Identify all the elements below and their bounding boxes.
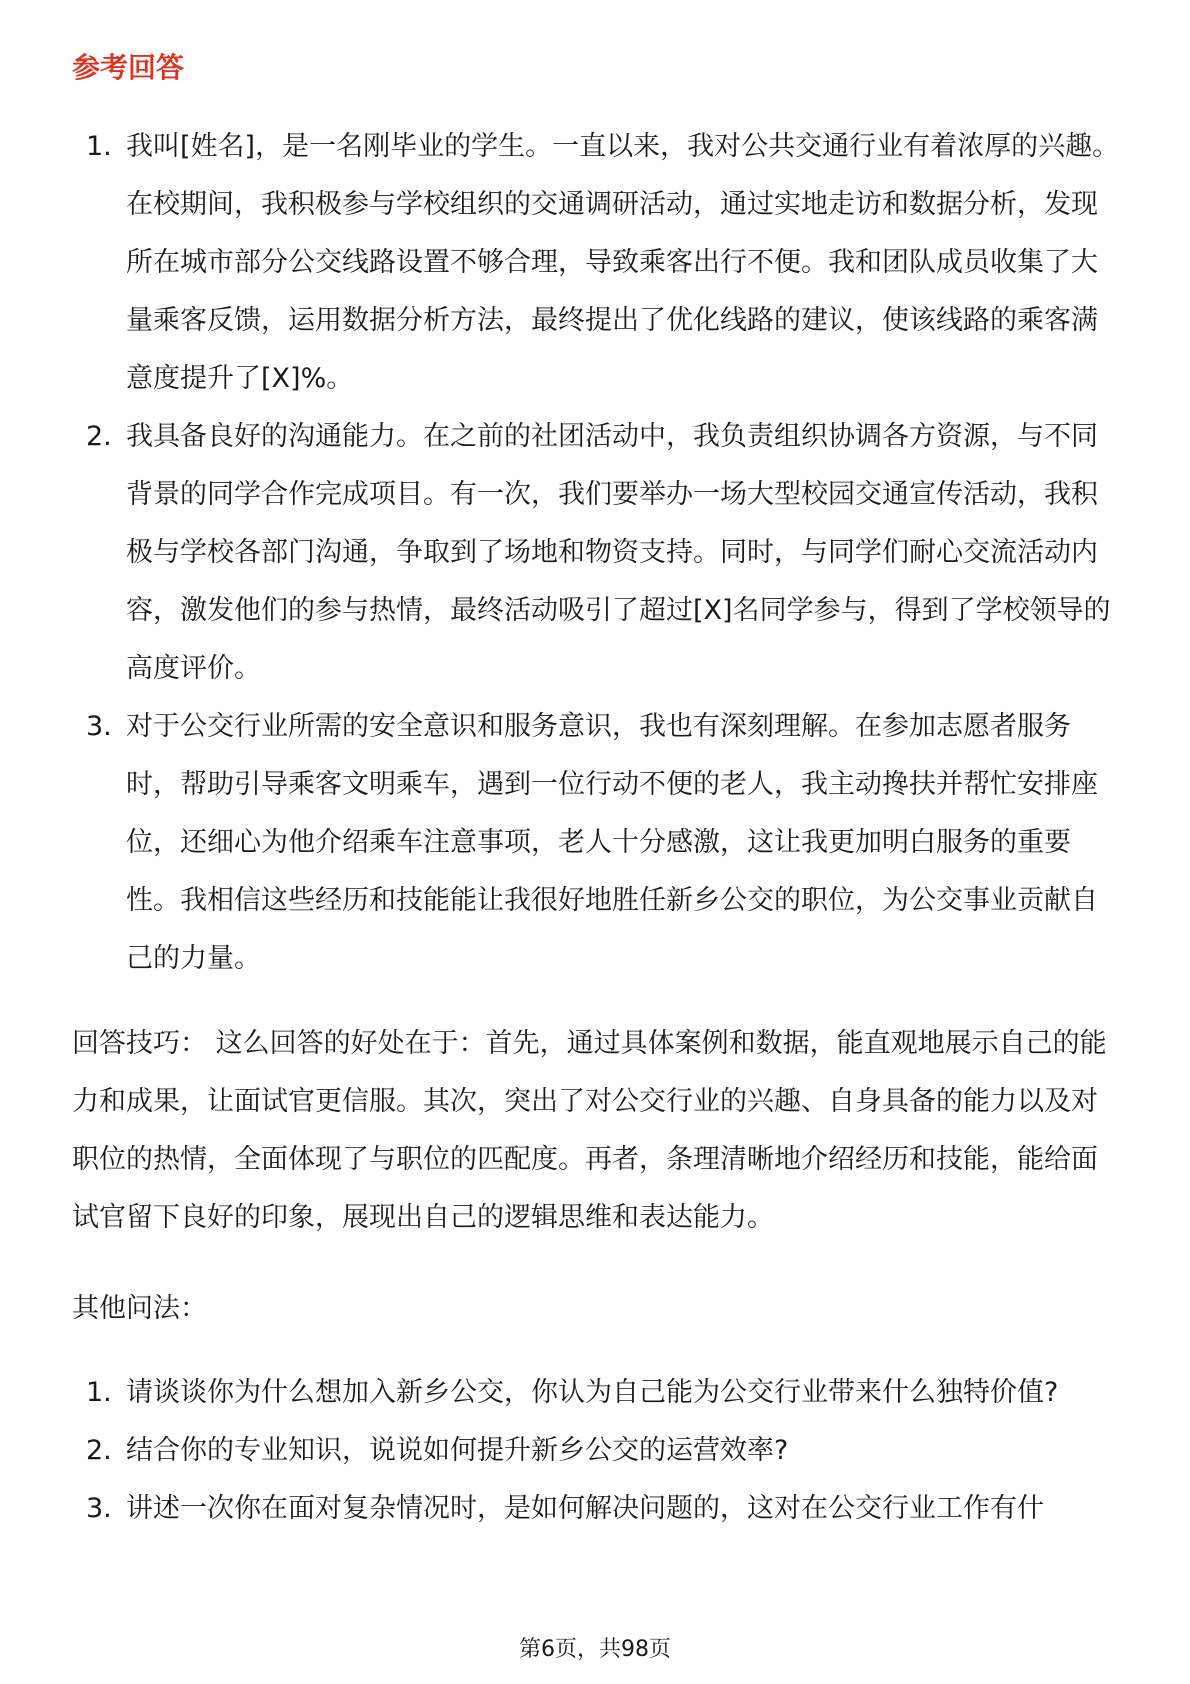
list-item-text: 我叫[姓名]，是一名刚毕业的学生。一直以来，我对公共交通行业有着浓厚的兴趣。在校期间，我积极参与学校组织的交通调研活动，通过实地走访和数据分析，发现所在城市部分公交线路设置不够合理，导致乘客出行不便。我和团队成员收集了大量乘客反馈，运用数据分析方法，最终提出了优化线路的建议，使该线路的乘客满意度提升了[X]%。 xyxy=(126,131,1120,394)
list-number: 2. xyxy=(86,1435,112,1466)
list-number: 3. xyxy=(86,1493,112,1524)
answer-tips-paragraph: 回答技巧： 这么回答的好处在于：首先，通过具体案例和数据，能直观地展示自己的能力和成果，让面试官更信服。其次，突出了对公交行业的兴趣、自身具备的能力以及对职位的热情，全面体现了与职位的匹配度。再者，条理清晰地介绍经历和技能，能给面试官留下良好的印象，展现出自己的逻辑思维和表达能力。 xyxy=(72,1028,1107,1233)
list-item-text: 我具备良好的沟通能力。在之前的社团活动中，我负责组织协调各方资源，与不同背景的同学合作完成项目。有一次，我们要举办一场大型校园交通宣传活动，我积极与学校各部门沟通，争取到了场地和物资支持。同时，与同学们耐心交流活动内容，激发他们的参与热情，最终活动吸引了超过[X]名同学参与，得到了学校领导的高度评价。 xyxy=(126,421,1111,684)
list-item xyxy=(72,1480,1122,1538)
list-number: 3. xyxy=(86,711,112,742)
list-number: 1. xyxy=(86,131,112,162)
list-item xyxy=(72,1364,1122,1422)
answer-list xyxy=(72,118,1122,988)
list-item-text: 讲述一次你在面对复杂情况时，是如何解决问题的，这对在公交行业工作有什 xyxy=(126,1493,1044,1524)
other-questions-title: 其他问法： xyxy=(72,1293,207,1324)
page-footer: 第6页，共98页 xyxy=(519,1637,671,1662)
list-item xyxy=(72,408,1122,698)
list-item-text: 结合你的专业知识，说说如何提升新乡公交的运营效率? xyxy=(126,1435,789,1466)
other-questions-list xyxy=(72,1364,1122,1538)
list-item-text: 请谈谈你为什么想加入新乡公交，你认为自己能为公交行业带来什么独特价值? xyxy=(126,1377,1059,1408)
list-item-text: 对于公交行业所需的安全意识和服务意识，我也有深刻理解。在参加志愿者服务时，帮助引导乘客文明乘车，遇到一位行动不便的老人，我主动搀扶并帮忙安排座位，还细心为他介绍乘车注意事项，老人十分感激，这让我更加明白服务的重要性。我相信这些经历和技能能让我很好地胜任新乡公交的职位，为公交事业贡献自己的力量。 xyxy=(126,711,1098,974)
list-item xyxy=(72,1422,1122,1480)
list-number: 2. xyxy=(86,421,112,452)
list-item xyxy=(72,118,1122,408)
list-number: 1. xyxy=(86,1377,112,1408)
section-heading: 参考回答 xyxy=(72,51,185,84)
list-item xyxy=(72,698,1122,988)
